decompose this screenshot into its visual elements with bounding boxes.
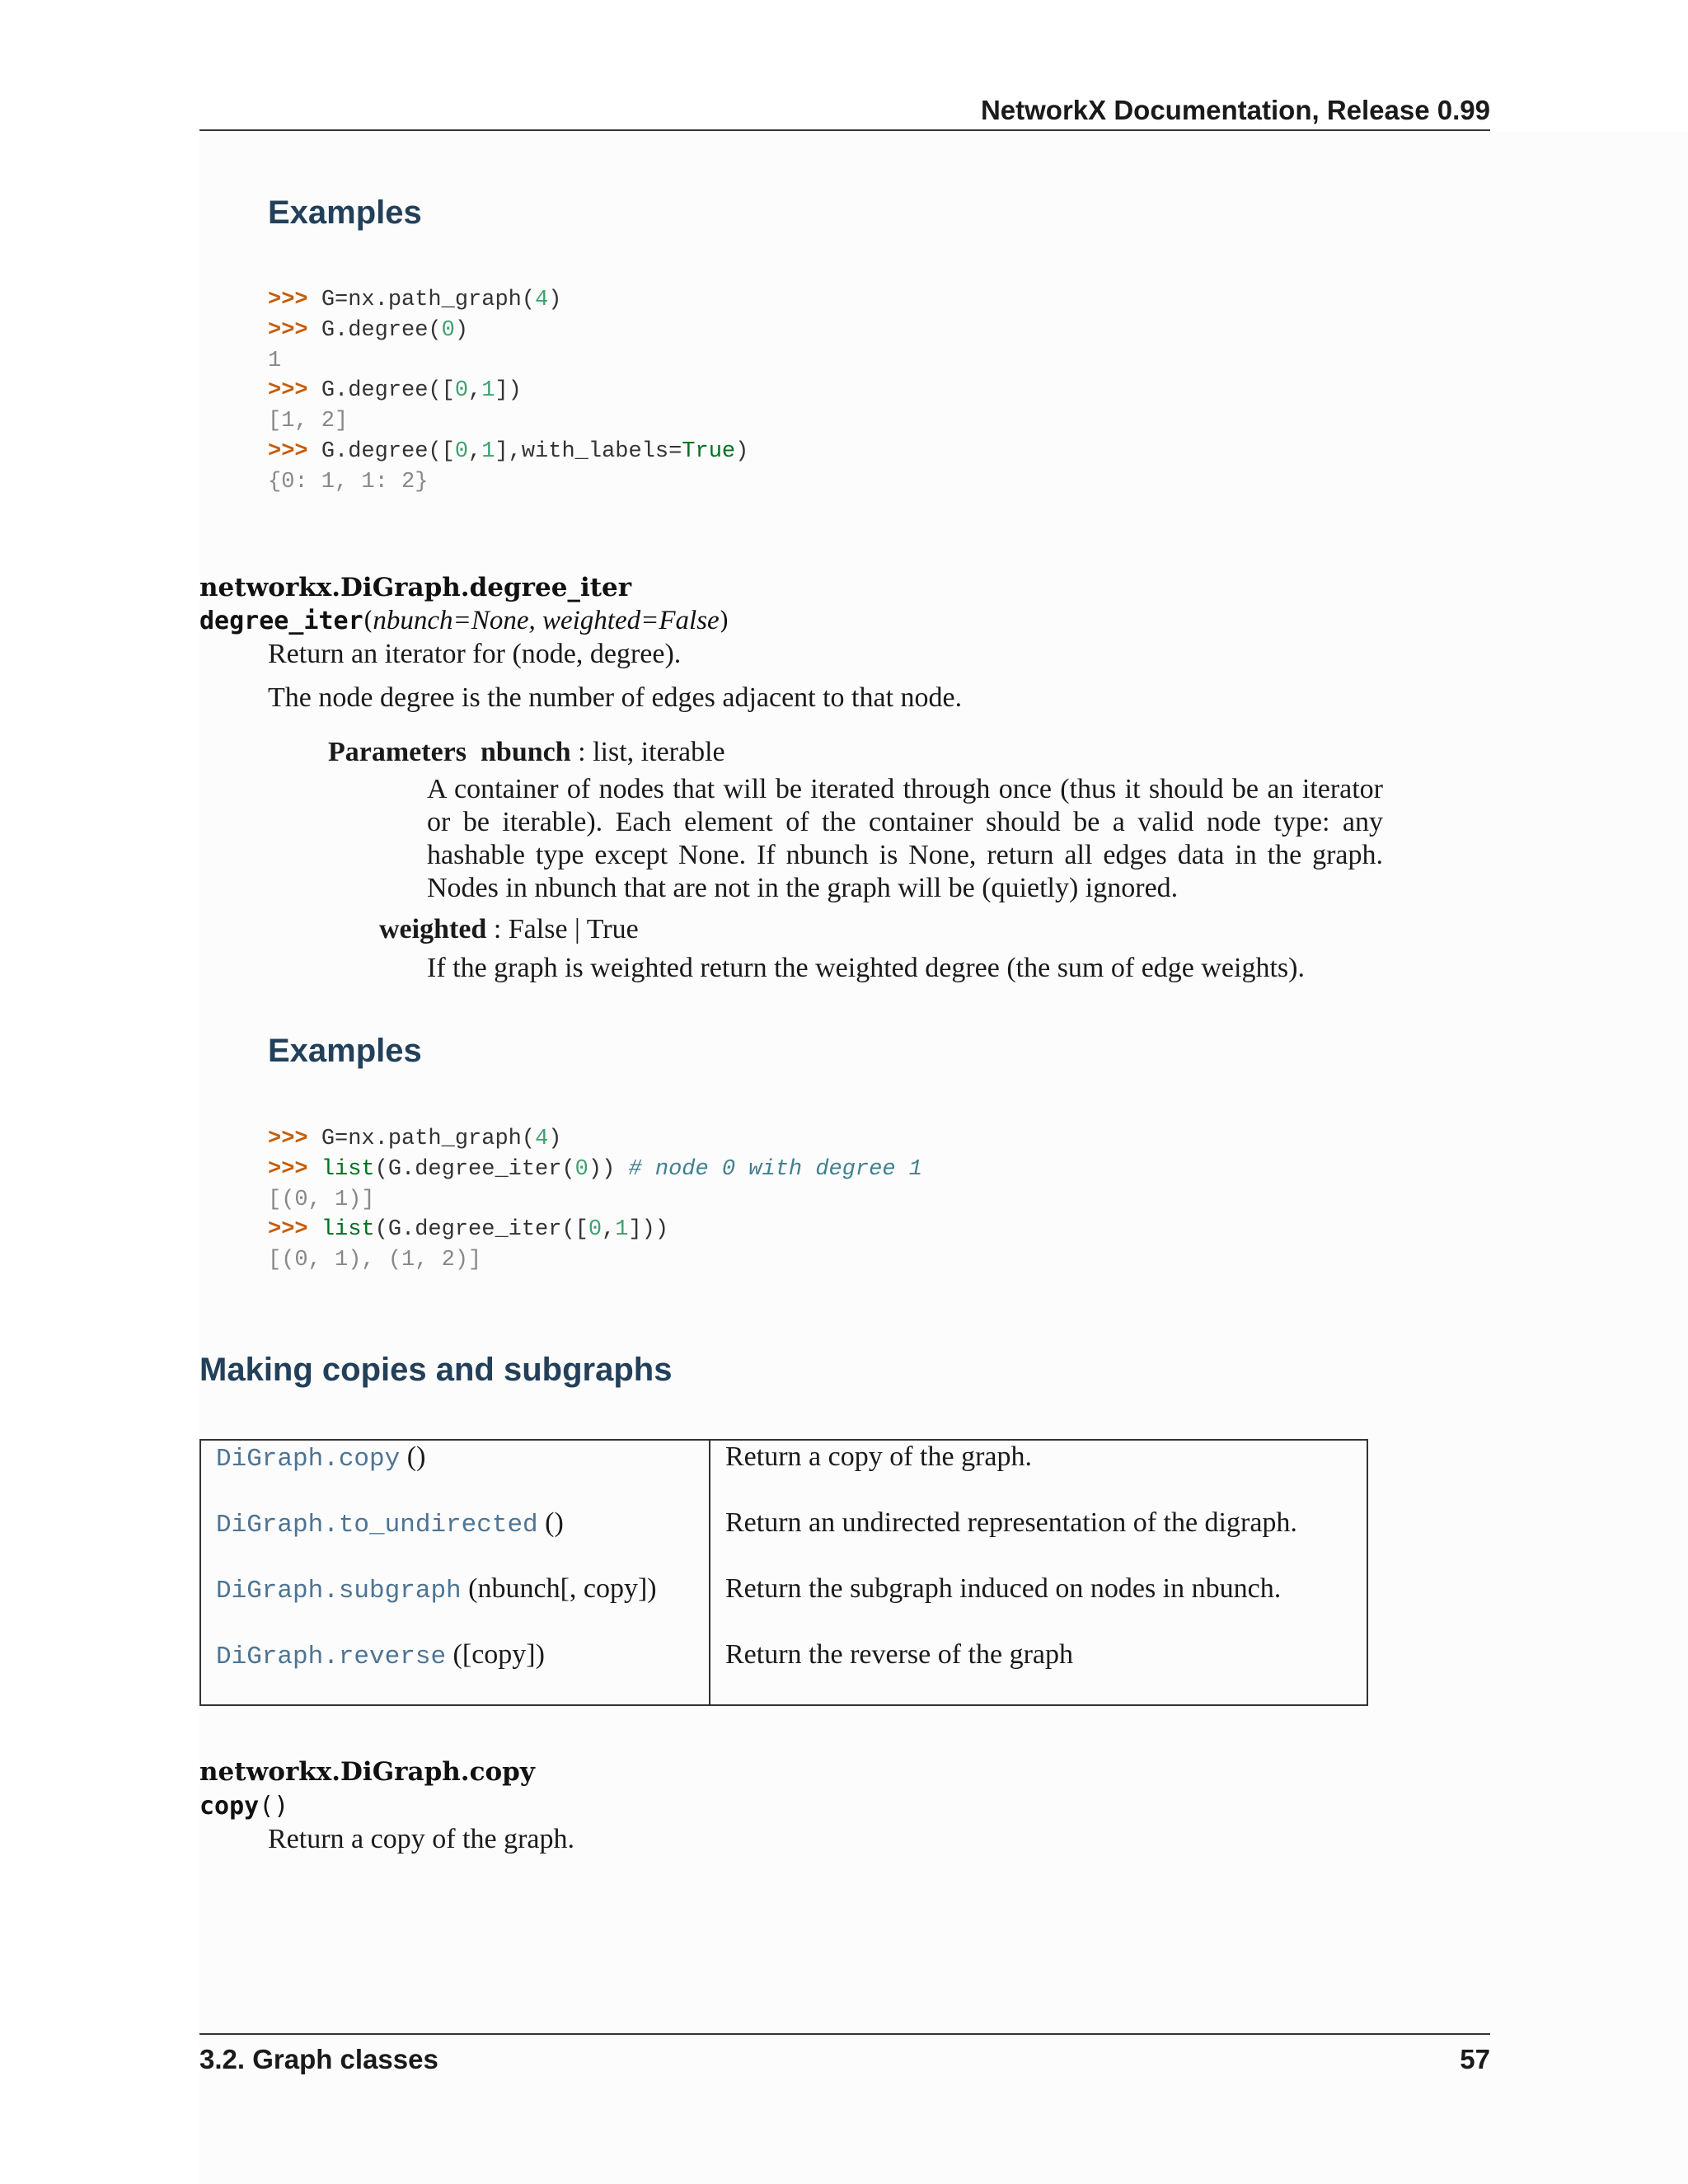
param-weighted-name: weighted: [379, 914, 487, 944]
code-token: ): [548, 1127, 562, 1151]
method-link[interactable]: DiGraph.subgraph: [216, 1577, 462, 1605]
method-cell: [200, 1572, 710, 1638]
code-token: ): [548, 288, 562, 312]
copy-qualified-name: networkx.DiGraph.copy: [199, 1757, 535, 1787]
param-nbunch-line: [328, 736, 725, 769]
header-rule: [199, 129, 1490, 131]
copy-summary: Return a copy of the graph.: [268, 1824, 574, 1854]
code-token: (G.degree_iter(: [374, 1156, 575, 1182]
parameters-label: Parameters: [328, 737, 467, 767]
code-line: [268, 1215, 922, 1245]
method-description: Return a copy of the graph.: [725, 1441, 1032, 1472]
code-token: [(0, 1), (1, 2)]: [268, 1248, 482, 1273]
method-link[interactable]: DiGraph.to_undirected: [216, 1511, 538, 1540]
code-token: 1: [615, 1217, 629, 1243]
code-token: 0: [441, 317, 455, 343]
code-line: [268, 346, 748, 377]
param-nbunch-name: nbunch: [481, 737, 571, 767]
copies-summary-table: [199, 1439, 1368, 1706]
code-prompt: >>>: [268, 1127, 321, 1151]
method-link[interactable]: DiGraph.reverse: [216, 1643, 447, 1671]
copy-parens: (): [259, 1792, 289, 1821]
method-link[interactable]: DiGraph.copy: [216, 1445, 401, 1474]
code-token: ])): [628, 1217, 669, 1243]
code-token: {0: 1, 1: 2}: [268, 469, 429, 494]
code-token: 4: [535, 288, 549, 312]
code-token: 0: [454, 438, 469, 464]
code-token: G.degree([: [321, 378, 455, 404]
code-line: [268, 1245, 922, 1276]
table-row: [200, 1440, 1367, 1507]
table-row: [200, 1638, 1367, 1705]
code-line: [268, 437, 748, 467]
degree-iter-description: The node degree is the number of edges adjacent to that node.: [268, 682, 963, 713]
code-line: [268, 1185, 922, 1216]
code-token: 1: [268, 348, 282, 373]
degree-iter-params: nbunch=None, weighted=False: [373, 606, 720, 635]
method-cell: [200, 1638, 710, 1705]
param-weighted-type: : False | True: [486, 914, 639, 944]
code-token: True: [682, 438, 736, 464]
signature-open-paren: (: [363, 607, 373, 635]
footer-section-title: 3.2. Graph classes: [199, 2044, 438, 2074]
code-token: [(0, 1)]: [268, 1187, 375, 1212]
code-prompt: >>>: [268, 1156, 321, 1182]
code-token: [1, 2]: [268, 409, 349, 434]
code-line: [268, 285, 748, 316]
code-token: ): [454, 317, 469, 343]
code-block-1: [268, 285, 748, 498]
copy-name: copy: [199, 1792, 260, 1821]
code-prompt: >>>: [268, 378, 321, 404]
running-header: NetworkX Documentation, Release 0.99: [980, 95, 1490, 125]
method-args: ([copy]): [446, 1639, 545, 1670]
code-line: [268, 406, 748, 437]
code-token: 1: [481, 378, 495, 404]
code-line: [268, 1155, 922, 1185]
method-args: (): [537, 1507, 564, 1538]
code-token: 0: [574, 1156, 588, 1182]
footer-page-number: 57: [1460, 2044, 1490, 2074]
code-line: [268, 1124, 922, 1155]
code-token: )): [588, 1156, 629, 1182]
signature-close-paren: ): [719, 607, 729, 635]
code-token: # node 0 with degree 1: [628, 1156, 922, 1182]
code-token: G=nx.path_graph(: [321, 288, 536, 312]
method-cell: [200, 1507, 710, 1572]
method-description: Return the reverse of the graph: [725, 1639, 1073, 1670]
param-weighted-line: [379, 913, 639, 946]
param-weighted-description: If the graph is weighted return the weighted degree (the sum of edge weights).: [427, 953, 1305, 983]
code-prompt: >>>: [268, 1217, 321, 1243]
code-line: [268, 316, 748, 346]
degree-iter-name: degree_iter: [199, 607, 363, 635]
footer-rule: [199, 2033, 1490, 2035]
code-token: G=nx.path_graph(: [321, 1127, 536, 1151]
table-row: [200, 1572, 1367, 1638]
code-token: 1: [481, 438, 495, 464]
code-token: G.degree([: [321, 438, 455, 464]
table-row: [200, 1507, 1367, 1572]
code-block-2: [268, 1124, 922, 1276]
method-cell: [200, 1440, 710, 1507]
method-args: (): [400, 1441, 426, 1472]
examples-heading-1: Examples: [268, 194, 422, 231]
copy-signature: [199, 1789, 288, 1823]
code-line: [268, 376, 748, 406]
copies-section-heading: Making copies and subgraphs: [199, 1352, 673, 1388]
degree-iter-summary: Return an iterator for (node, degree).: [268, 639, 682, 669]
code-token: ): [735, 438, 749, 464]
param-nbunch-description: A container of nodes that will be iterated through once (thus it should be an iterator or be iterable). Each element of the container should be a valid node type: any hashable type except None. If nbunch is None, return all edges data in the graph. Nodes in nbunch that are not in the graph will be (quietly) ignored.: [427, 774, 1383, 903]
code-token: ,: [602, 1217, 616, 1243]
code-token: (G.degree_iter([: [374, 1217, 588, 1243]
method-description: Return an undirected representation of the digraph.: [725, 1507, 1297, 1538]
code-token: 0: [588, 1217, 603, 1243]
code-token: list: [321, 1217, 375, 1243]
code-token: ,: [468, 438, 482, 464]
code-prompt: >>>: [268, 317, 321, 343]
code-token: list: [321, 1156, 375, 1182]
code-token: G.degree(: [321, 317, 442, 343]
code-token: ],with_labels=: [495, 438, 682, 464]
param-nbunch-type: : list, iterable: [570, 737, 725, 767]
code-token: 0: [454, 378, 469, 404]
code-token: ]): [495, 378, 522, 404]
degree-iter-qualified-name: networkx.DiGraph.degree_iter: [199, 573, 632, 602]
code-line: [268, 467, 748, 498]
code-prompt: >>>: [268, 288, 321, 312]
method-description: Return the subgraph induced on nodes in nbunch.: [725, 1573, 1282, 1604]
degree-iter-signature: [199, 604, 729, 638]
examples-heading-2: Examples: [268, 1033, 422, 1069]
code-prompt: >>>: [268, 438, 321, 464]
code-token: 4: [535, 1127, 549, 1151]
code-token: ,: [468, 378, 482, 404]
method-args: (nbunch[, copy]): [461, 1573, 657, 1604]
